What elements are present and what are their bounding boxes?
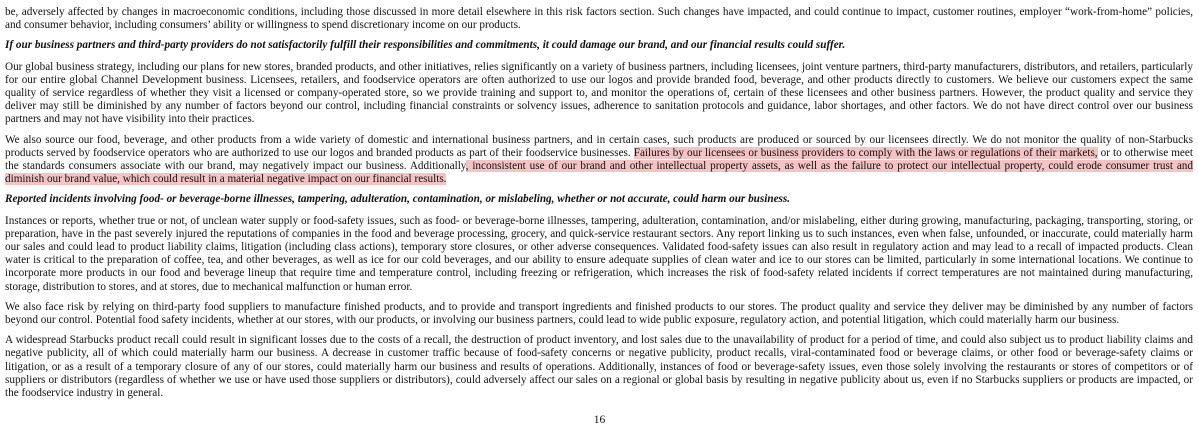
document-page bbox=[5, 6, 1193, 407]
paragraph-product-recall: A widespread Starbucks product recall could result in significant losses due to the costs of a recall, the destruction of product inventory, and lost sales due to the unavailability of product for a period of time, and could also subject us to product liability claims and negative publicity, all of which could materially harm our business. A decrease in customer traffic because of food-safety concerns or negative publicity, product recalls, viral-contaminated food or beverage claims, or other food or beverage-safety claims or litigation, or as a result of a temporary closure of any of our stores, could materially harm our business and results of operations. Additionally, instances of food or beverage-safety issues, even those solely involving the restaurants or stores of competitors or of suppliers or distributors (regardless of whether we use or have used those suppliers or distributors), could adversely affect our sales on a regional or global basis by resulting in negative publicity about us, even if no Starbucks suppliers or products are impacted, or the foodservice industry in general. bbox=[5, 334, 1193, 400]
highlight-licensee-failures: Failures by our licensees or business providers to comply with the laws or regulations of their markets, bbox=[633, 146, 1098, 159]
paragraph-business-strategy: Our global business strategy, including our plans for new stores, branded products, and other initiatives, relies significantly on a variety of business partners, including licensees, joint venture partners, third-party manufacturers, distributors, and retailers, particularly for our entire global Channel Development business. Licensees, retailers, and foodservice operators are often authorized to use our logos and provide branded food, beverage, and other products directly to customers. We believe our customers expect the same quality of service regardless of whether they visit a licensed or company-operated store, so we provide training and support to, and monitor the operations of, certain of these licensees and other business partners. However, the product quality and service they deliver may still be diminished by any number of factors beyond our control, including financial constraints or solvency issues, adherence to sanitation protocols and guidance, labor shortages, and other factors. We do not have direct control over our business partners and may not have visibility into their practices. bbox=[5, 60, 1193, 126]
risk-heading-business-partners: If our business partners and third-party providers do not satisfactorily fulfill their responsibilities and commitments, it could damage our brand, and our financial results could suffer. bbox=[5, 39, 846, 52]
paragraph-food-safety-instances: Instances or reports, whether true or not, of unclean water supply or food-safety issues, such as food- or beverage-borne illnesses, tampering, adulteration, contamination, and/or mislabeling, either during growing, manufacturing, packaging, transporting, storing, or preparation, have in the past severely injured the reputations of companies in the food and beverage processing, grocery, and quick-service restaurant sectors. Any report linking us to such instances, even when false, unfounded, or inaccurate, could materially harm our sales and could lead to product liability claims, litigation (including class actions), temporary store closures, or other adverse consequences. Validated food-safety issues can also result in regulatory action and may lead to a recall of impacted products. Clean water is critical to the preparation of coffee, tea, and other beverages, as well as ice for our cold beverages, and our ability to ensure adequate supplies of clean water and ice to our stores can be limited, particularly in some international locations. We continue to incorporate more products in our food and beverage lineup that require time and temperature control, including freezing or refrigeration, which increases the risk of food-safety related incidents if correct temperatures are not maintained during manufacturing, storage, distribution to stores, and at stores, due to mechanical malfunction or human error. bbox=[5, 214, 1193, 293]
paragraph-sourcing bbox=[5, 134, 1193, 187]
sourcing-text-a: We also source our food, beverage, and other products from a wide variety of domestic and international business partners, and in certain cases, such products are produced or sourced by our licensees directly. We do not monitor the quality of non-Starbucks products served by foodservice operators who are authorized to use our logos and branded products as part of their foodservice businesses. bbox=[5, 133, 1193, 159]
paragraph-third-party-suppliers: We also face risk by relying on third-party food suppliers to manufacture finished products, and to provide and transport ingredients and finished products to our stores. The product quality and service they deliver may be diminished by any number of factors beyond our control. Potential food safety incidents, whether at our stores, with our products, or involving our business partners, could lead to wide public exposure, regulatory action, and potential litigation, which could materially harm our business. bbox=[5, 300, 1193, 327]
sourcing-text-b: or to otherwise meet the standards consumers associate with our brand, may negatively impact our business. Additionally bbox=[5, 146, 1193, 173]
paragraph-macroeconomic: be, adversely affected by changes in macroeconomic conditions, including those discussed in more detail elsewhere in this risk factors section. Such changes have impacted, and could continue to impact, customer routines, employer “work-from-home” policies, and consumer behavior, including consumers’ ability or willingness to spend discretionary income on our products. bbox=[5, 6, 1193, 32]
risk-heading-food-safety: Reported incidents involving food- or beverage-borne illnesses, tampering, adulteration, contamination, or mislabeling, whether or not accurate, could harm our business. bbox=[5, 193, 791, 206]
highlight-brand-ip: , inconsistent use of our brand and other intellectual property assets, as well as the failure to protect our intellectual property, could erode consumer trust and diminish our brand value, which could result in a material negative impact on our financial results. bbox=[5, 160, 1193, 186]
page-number: 16 bbox=[593, 414, 606, 426]
